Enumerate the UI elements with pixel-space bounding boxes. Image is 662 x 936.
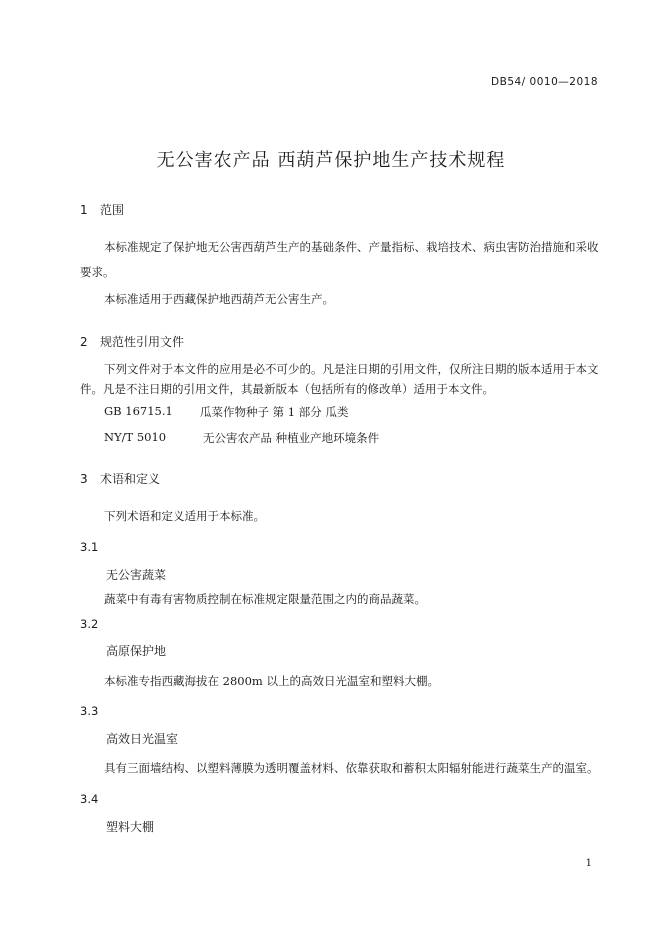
section-title: 规范性引用文件	[100, 335, 185, 349]
term-number: 3.1	[80, 540, 99, 554]
section-number: 1	[80, 203, 88, 217]
term-definition: 具有三面墙结构、以塑料薄膜为透明覆盖材料、依靠获取和蓄积太阳辐射能进行蔬菜生产的温室。	[104, 761, 599, 775]
paragraph: 本标准适用于西藏保护地西葫芦无公害生产。	[104, 292, 334, 306]
term-number: 3.4	[80, 792, 99, 806]
section-title: 术语和定义	[100, 472, 161, 486]
page-number: 1	[585, 858, 592, 869]
reference-code: NY/T 5010	[104, 430, 167, 444]
term-name: 塑料大棚	[106, 820, 155, 834]
term-name: 高效日光温室	[106, 732, 179, 746]
reference-title: 无公害农产品 种植业产地环境条件	[203, 431, 380, 445]
section-title: 范围	[100, 203, 125, 217]
reference-code: GB 16715.1	[104, 404, 173, 418]
section-heading-scope	[80, 201, 124, 218]
section-number: 2	[80, 335, 88, 349]
term-name: 无公害蔬菜	[106, 568, 167, 582]
document-number: DB54/ 0010—2018	[491, 76, 598, 88]
section-heading-normative-references	[80, 333, 184, 350]
section-heading-terms	[80, 470, 160, 487]
section-number: 3	[80, 472, 88, 486]
paragraph: 本标准规定了保护地无公害西葫芦生产的基础条件、产量指标、栽培技术、病虫害防治措施和采收要求。	[80, 240, 599, 279]
term-definition: 蔬菜中有毒有害物质控制在标准规定限量范围之内的商品蔬菜。	[104, 592, 426, 606]
reference-title: 瓜菜作物种子 第 1 部分 瓜类	[200, 405, 349, 419]
paragraph: 下列文件对于本文件的应用是必不可少的。凡是注日期的引用文件，仅所注日期的版本适用于本文件。凡是不注日期的引用文件，其最新版本（包括所有的修改单）适用于本文件。	[80, 362, 599, 396]
term-definition: 本标准专指西藏海拔在 2800m 以上的高效日光温室和塑料大棚。	[104, 674, 439, 688]
term-number: 3.2	[80, 617, 99, 631]
term-name: 高原保护地	[106, 644, 167, 658]
paragraph: 下列术语和定义适用于本标准。	[104, 509, 265, 523]
term-number: 3.3	[80, 704, 99, 718]
page-title: 无公害农产品 西葫芦保护地生产技术规程	[156, 150, 506, 171]
